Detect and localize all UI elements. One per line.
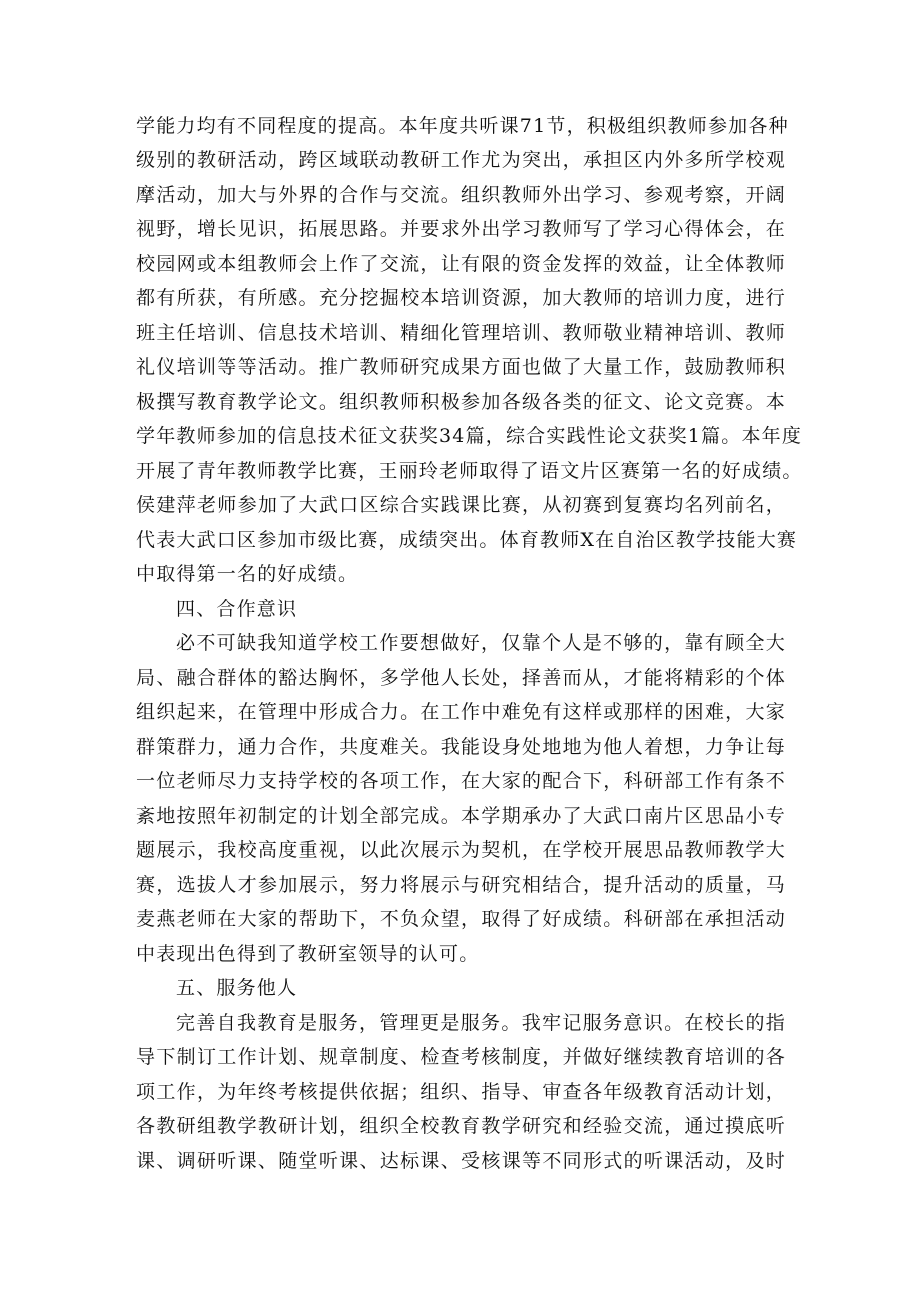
paragraph-3-line: 导下制订工作计划、规章制度、检查考核制度，并做好继续教育培训的各 bbox=[136, 1046, 786, 1068]
paragraph-3-line: 完善自我教育是服务，管理更是服务。我牢记服务意识。在校长的指 bbox=[176, 1012, 786, 1034]
section-heading-service: 五、服务他人 bbox=[176, 977, 298, 999]
paragraph-2-line: 组织起来，在管理中形成合力。在工作中难免有这样或那样的困难，大家 bbox=[136, 701, 786, 723]
paragraph-1-line: 学年教师参加的信息技术征文获奖34篇，综合实践性论文获奖1篇。本年度 bbox=[136, 425, 803, 447]
section-heading-cooperation: 四、合作意识 bbox=[176, 598, 298, 620]
paragraph-1-line: 学能力均有不同程度的提高。本年度共听课71节，积极组织教师参加各种 bbox=[136, 115, 789, 137]
paragraph-3-line: 各教研组教学教研计划，组织全校教育教学研究和经验交流，通过摸底听 bbox=[136, 1115, 786, 1137]
paragraph-1-line: 礼仪培训等等活动。推广教师研究成果方面也做了大量工作，鼓励教师积 bbox=[136, 356, 786, 378]
paragraph-2-line: 麦燕老师在大家的帮助下，不负众望，取得了好成绩。科研部在承担活动 bbox=[136, 908, 786, 930]
paragraph-1-line: 都有所获，有所感。充分挖掘校本培训资源，加大教师的培训力度，进行 bbox=[136, 287, 786, 309]
paragraph-1-line: 班主任培训、信息技术培训、精细化管理培训、教师敬业精神培训、教师 bbox=[136, 322, 786, 344]
paragraph-1-line: 校园网或本组教师会上作了交流，让有限的资金发挥的效益，让全体教师 bbox=[136, 253, 786, 275]
paragraph-1-line: 摩活动，加大与外界的合作与交流。组织教师外出学习、参观考察，开阔 bbox=[136, 184, 786, 206]
paragraph-2-line: 局、融合群体的豁达胸怀，多学他人长处，择善而从，才能将精彩的个体 bbox=[136, 667, 786, 689]
paragraph-2-line: 中表现出色得到了教研室领导的认可。 bbox=[136, 943, 480, 965]
paragraph-2-line: 群策群力，通力合作，共度难关。我能设身处地地为他人着想，力争让每 bbox=[136, 736, 786, 758]
paragraph-1-line: 开展了青年教师教学比赛，王丽玲老师取得了语文片区赛第一名的好成绩。 bbox=[136, 460, 803, 482]
paragraph-1-line: 视野，增长见识，拓展思路。并要求外出学习教师写了学习心得体会，在 bbox=[136, 218, 786, 240]
paragraph-1-line: 代表大武口区参加市级比赛，成绩突出。体育教师X在自治区教学技能大赛 bbox=[136, 529, 798, 551]
paragraph-1-line: 侯建萍老师参加了大武口区综合实践课比赛，从初赛到复赛均名列前名， bbox=[136, 494, 786, 516]
paragraph-3-line: 项工作，为年终考核提供依据；组织、指导、审查各年级教育活动计划， bbox=[136, 1081, 786, 1103]
paragraph-3-line: 课、调研听课、随堂听课、达标课、受核课等不同形式的听课活动，及时 bbox=[136, 1150, 786, 1172]
paragraph-1-line: 级别的教研活动，跨区域联动教研工作尤为突出，承担区内外多所学校观 bbox=[136, 149, 786, 171]
paragraph-2-line: 题展示，我校高度重视，以此次展示为契机，在学校开展思品教师教学大 bbox=[136, 839, 786, 861]
paragraph-2-line: 必不可缺我知道学校工作要想做好，仅靠个人是不够的，靠有顾全大 bbox=[176, 632, 786, 654]
paragraph-2-line: 紊地按照年初制定的计划全部完成。本学期承办了大武口南片区思品小专 bbox=[136, 805, 786, 827]
paragraph-1-line: 极撰写教育教学论文。组织教师积极参加各级各类的征文、论文竞赛。本 bbox=[136, 391, 786, 413]
paragraph-2-line: 赛，选拔人才参加展示，努力将展示与研究相结合，提升活动的质量，马 bbox=[136, 874, 786, 896]
paragraph-2-line: 一位老师尽力支持学校的各项工作，在大家的配合下，科研部工作有条不 bbox=[136, 770, 786, 792]
paragraph-1-line: 中取得第一名的好成绩。 bbox=[136, 563, 359, 585]
